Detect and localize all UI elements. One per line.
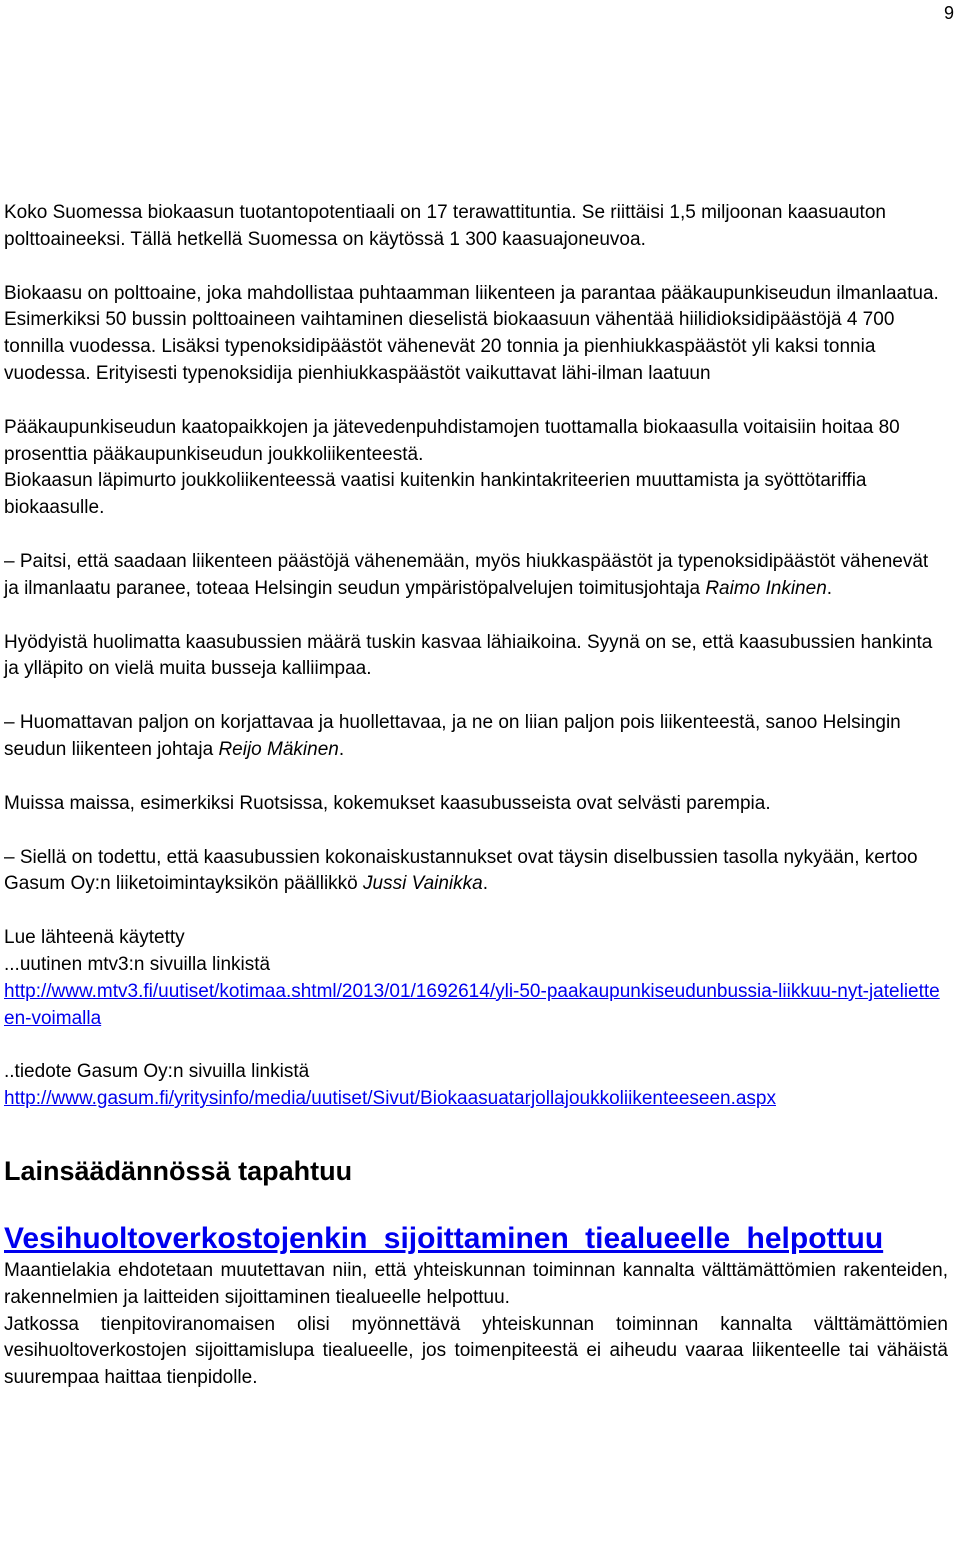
quote-reijo-makinen: – Huomattavan paljon on korjattavaa ja huollettavaa, ja ne on liian paljon pois liikenteestä, sanoo Helsingin seudun liikenteen johtaja Reijo Mäkinen. xyxy=(4,712,901,760)
person-name: Raimo Inkinen xyxy=(705,577,827,599)
article-title xyxy=(4,1220,948,1258)
paragraph-sweden: Muissa maissa, esimerkiksi Ruotsissa, kokemukset kaasubusseista ovat selvästi parempia. xyxy=(4,792,771,814)
document-body xyxy=(4,200,948,1392)
quote-raimo-inkinen: – Paitsi, että saadaan liikenteen päästöjä vähenemään, myös hiukkaspäästöt ja typenoksidipäästöt vähenevät ja ilmanlaatu paranee, toteaa Helsingin seudun ympäristöpalvelujen toimitusjohtaja Raimo Inkinen. xyxy=(4,550,929,599)
page-number: 9 xyxy=(943,3,954,23)
paragraph-biogas-potential: Koko Suomessa biokaasun tuotantopotentiaali on 17 terawattituntia. Se riittäisi 1,5 miljoonan kaasuauton polttoaineeksi. Tällä hetkellä Suomessa on käytössä 1 300 kaasuajoneuvoa. xyxy=(4,202,886,250)
quote-text: – Siellä on todettu, että kaasubussien kokonaiskustannukset ovat täysin diselbussien tasolla nykyään, kertoo Gasum Oy:n liiketoimintayksikön päällikkö xyxy=(4,846,918,895)
person-name: Jussi Vainikka xyxy=(363,873,483,895)
source-mtv-link[interactable]: http://www.mtv3.fi/uutiset/kotimaa.shtml/2013/01/1692614/yli-50-paakaupunkiseudunbussia-liikkuu-nyt-jatelietteen-voimalla xyxy=(4,980,940,1029)
source-mtv-label: ...uutinen mtv3:n sivuilla linkistä xyxy=(4,953,271,975)
quote-text: – Huomattavan paljon on korjattavaa ja huollettavaa, ja ne on liian paljon pois liikenteestä, sanoo Helsingin seudun liikenteen johtaja xyxy=(4,712,901,760)
sources-intro: Lue lähteenä käytetty xyxy=(4,927,185,949)
article-title-link[interactable]: Vesihuoltoverkostojenkin sijoittaminen tiealueelle helpottuu xyxy=(4,1221,884,1255)
section-heading: Lainsäädännössä tapahtuu xyxy=(4,1155,353,1186)
paragraph-landfill-biogas: Pääkaupunkiseudun kaatopaikkojen ja jätevedenpuhdistamojen tuottamalla biokaasulla voitaisiin hoitaa 80 prosenttia pääkaupunkiseudun joukkoliikenteestä. xyxy=(4,416,900,465)
article-paragraph-2: Jatkossa tienpitoviranomaisen olisi myönnettävä yhteiskunnan toiminnan kannalta välttämättömien vesihuoltoverkostojen sijoittamislupa tiealueelle, jos toimenpiteestä ei aiheudu vaaraa liikenteelle tai vähäistä suurempaa haittaa tienpidolle. xyxy=(4,1313,948,1389)
paragraph-biogas-benefits: Biokaasu on polttoaine, joka mahdollistaa puhtaamman liikenteen ja parantaa pääkaupunkiseudun ilmanlaatua. Esimerkiksi 50 bussin polttoaineen vaihtaminen dieselistä biokaasuun vähentää hiilidioksidipäästöjä 4 700 tonnilla vuodessa. Lisäksi typenoksidipäästöt vähenevät 20 tonnia ja pienhiukkaspäästöt yli kaksi tonnia vuodessa. Erityisesti typenoksidija pienhiukkaspäästöt vaikuttavat lähi-ilman laatuun xyxy=(4,282,939,384)
paragraph-bus-costs: Hyödyistä huolimatta kaasubussien määrä tuskin kasvaa lähiaikoina. Syynä on se, että kaasubussien hankinta ja ylläpito on vielä muita busseja kalliimpaa. xyxy=(4,631,933,680)
source-gasum-link[interactable]: http://www.gasum.fi/yritysinfo/media/uutiset/Sivut/Biokaasuatarjollajoukkoliikenteeseen.aspx xyxy=(4,1088,776,1110)
quote-jussi-vainikka: – Siellä on todettu, että kaasubussien kokonaiskustannukset ovat täysin diselbussien tasolla nykyään, kertoo Gasum Oy:n liiketoimintayksikön päällikkö Jussi Vainikka. xyxy=(4,846,918,895)
quote-text: – Paitsi, että saadaan liikenteen päästöjä vähenemään, myös hiukkaspäästöt ja typenoksidipäästöt vähenevät ja ilmanlaatu paranee, toteaa Helsingin seudun ympäristöpalvelujen toimitusjohtaja xyxy=(4,550,929,599)
article-paragraph-1: Maantielakia ehdotetaan muutettavan niin, että yhteiskunnan toiminnan kannalta välttämättömien rakenteiden, rakennelmien ja laitteiden sijoittaminen tiealueelle helpottuu. xyxy=(4,1259,948,1308)
paragraph-breakthrough: Biokaasun läpimurto joukkoliikenteessä vaatisi kuitenkin hankintakriteerien muuttamista ja syöttötariffia biokaasulle. xyxy=(4,470,867,519)
source-gasum-label: ..tiedote Gasum Oy:n sivuilla linkistä xyxy=(4,1061,310,1083)
person-name: Reijo Mäkinen xyxy=(218,738,339,760)
